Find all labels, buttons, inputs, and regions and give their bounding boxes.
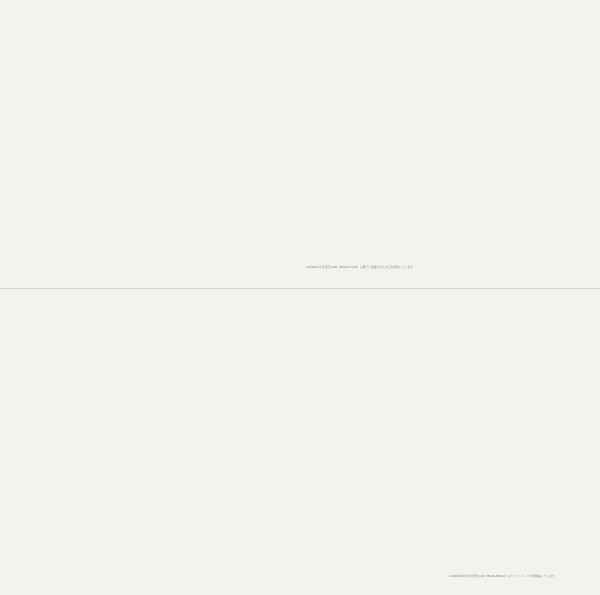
text-column-1 [20, 10, 152, 260]
bottom-source-note: ※1999年8月25日発売のCD（BVCK-38010）のライナーノーツを再掲載しています [449, 574, 555, 578]
text-column-8 [449, 296, 581, 546]
text-column-7 [306, 296, 438, 586]
section-divider [0, 288, 600, 289]
top-source-note: ※2006年12月発売のCD（BVCK-37118）の冊子に掲載された文章を再掲しています [306, 265, 413, 269]
text-column-2 [162, 10, 294, 272]
text-column-5 [20, 296, 152, 586]
text-column-4 [449, 10, 581, 240]
text-column-3 [306, 10, 438, 270]
text-column-6 [162, 296, 294, 586]
